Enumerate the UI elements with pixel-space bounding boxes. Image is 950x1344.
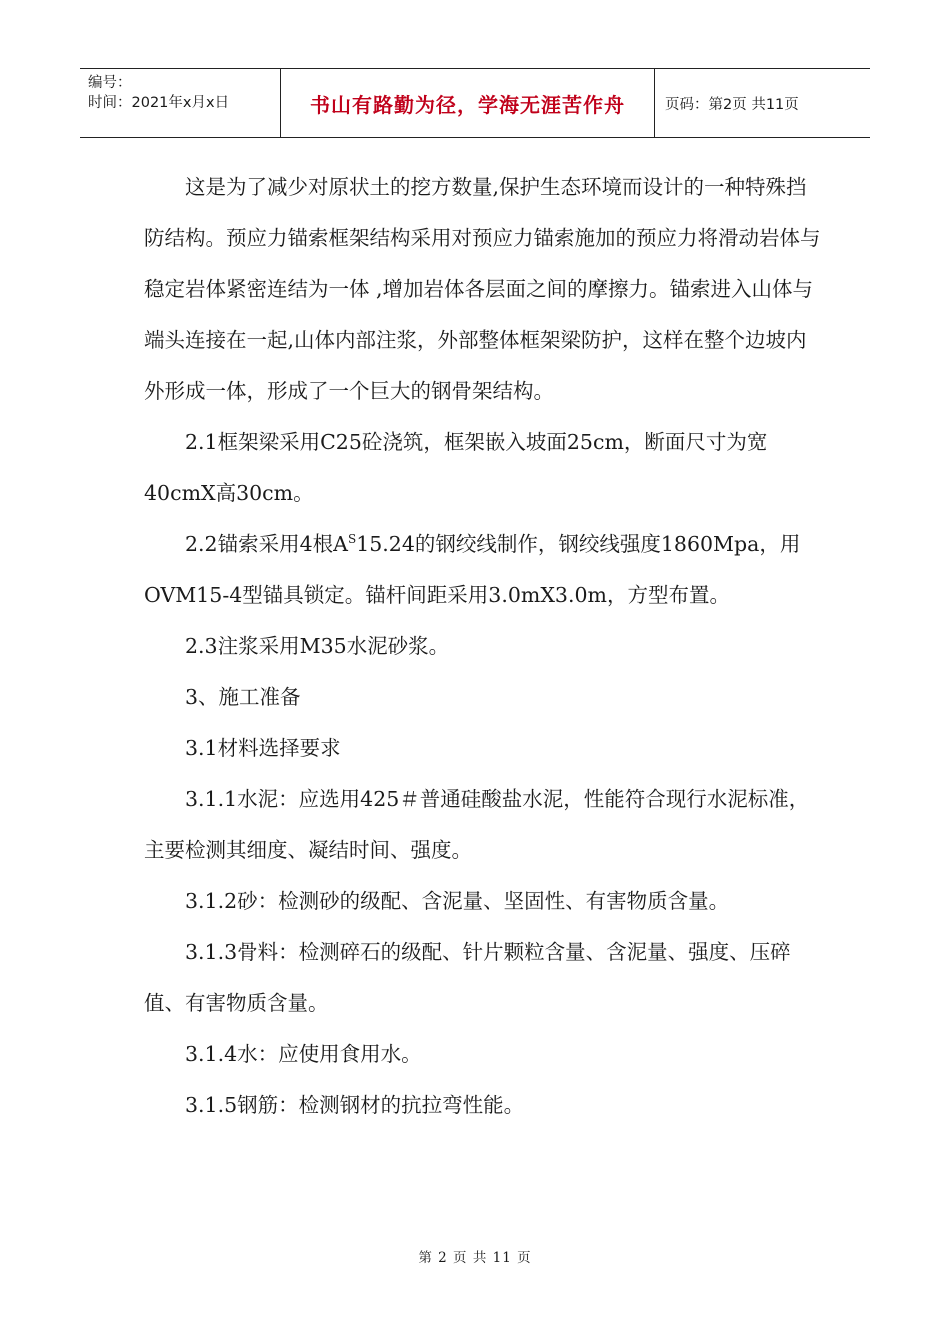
heading-3: 3、施工准备 bbox=[185, 685, 301, 709]
paragraph-3-1-1: 3.1.1水泥：应选用425＃普通硅酸盐水泥，性能符合现行水泥标准，主要检测其细度、凝结时间、强度。 bbox=[144, 787, 810, 862]
paragraph-2-1: 2.1框架梁采用C25砼浇筑，框架嵌入坡面25cm，断面尺寸为宽40cmX高30cm。 bbox=[144, 430, 768, 505]
paragraph-3-1-4: 3.1.4水：应使用食用水。 bbox=[185, 1042, 422, 1066]
header-motto: 书山有路勤为径，学海无涯苦作舟 bbox=[281, 69, 655, 137]
paragraph-3-1-5: 3.1.5钢筋：检测钢材的抗拉弯性能。 bbox=[185, 1093, 525, 1117]
page-footer: 第 2 页 共 11 页 bbox=[418, 1250, 532, 1266]
time-label: 时间：2021年x月x日 bbox=[88, 95, 230, 111]
paragraph-2-2-part2: 15.24的钢绞线制作，钢绞线强度1860Mpa，用OVM15-4型锚具锁定。锚杆间距采用3.0mX3.0m，方型布置。 bbox=[144, 532, 801, 607]
document-body bbox=[144, 162, 824, 1131]
number-label: 编号： bbox=[88, 75, 132, 91]
paragraph-3-1-2: 3.1.2砂：检测砂的级配、含泥量、坚固性、有害物质含量。 bbox=[185, 889, 730, 913]
header-page-info: 页码：第2页 共11页 bbox=[665, 96, 799, 113]
paragraph-intro: 这是为了减少对原状土的挖方数量,保护生态环境而设计的一种特殊挡防结构。预应力锚索框架结构采用对预应力锚索施加的预应力将滑动岩体与稳定岩体紧密连结为一体 ,增加岩体各层面之间的摩擦力。锚索进入山体与端头连接在一起,山体内部注浆，外部整体框架梁防护，这样在整个边坡内外形成一体，形成了一个巨大的钢骨架结构。 bbox=[144, 175, 821, 403]
paragraph-2-3: 2.3注浆采用M35水泥砂浆。 bbox=[185, 634, 450, 658]
heading-3-1: 3.1材料选择要求 bbox=[185, 736, 341, 760]
header-meta bbox=[80, 69, 281, 137]
paragraph-2-2 bbox=[144, 519, 824, 621]
paragraph-3-1-3: 3.1.3骨料：检测碎石的级配、针片颗粒含量、含泥量、强度、压碎值、有害物质含量。 bbox=[144, 940, 791, 1015]
paragraph-2-2-part1: 2.2锚索采用4根A bbox=[185, 532, 348, 556]
document-header bbox=[80, 68, 870, 138]
superscript-s: S bbox=[347, 532, 357, 547]
